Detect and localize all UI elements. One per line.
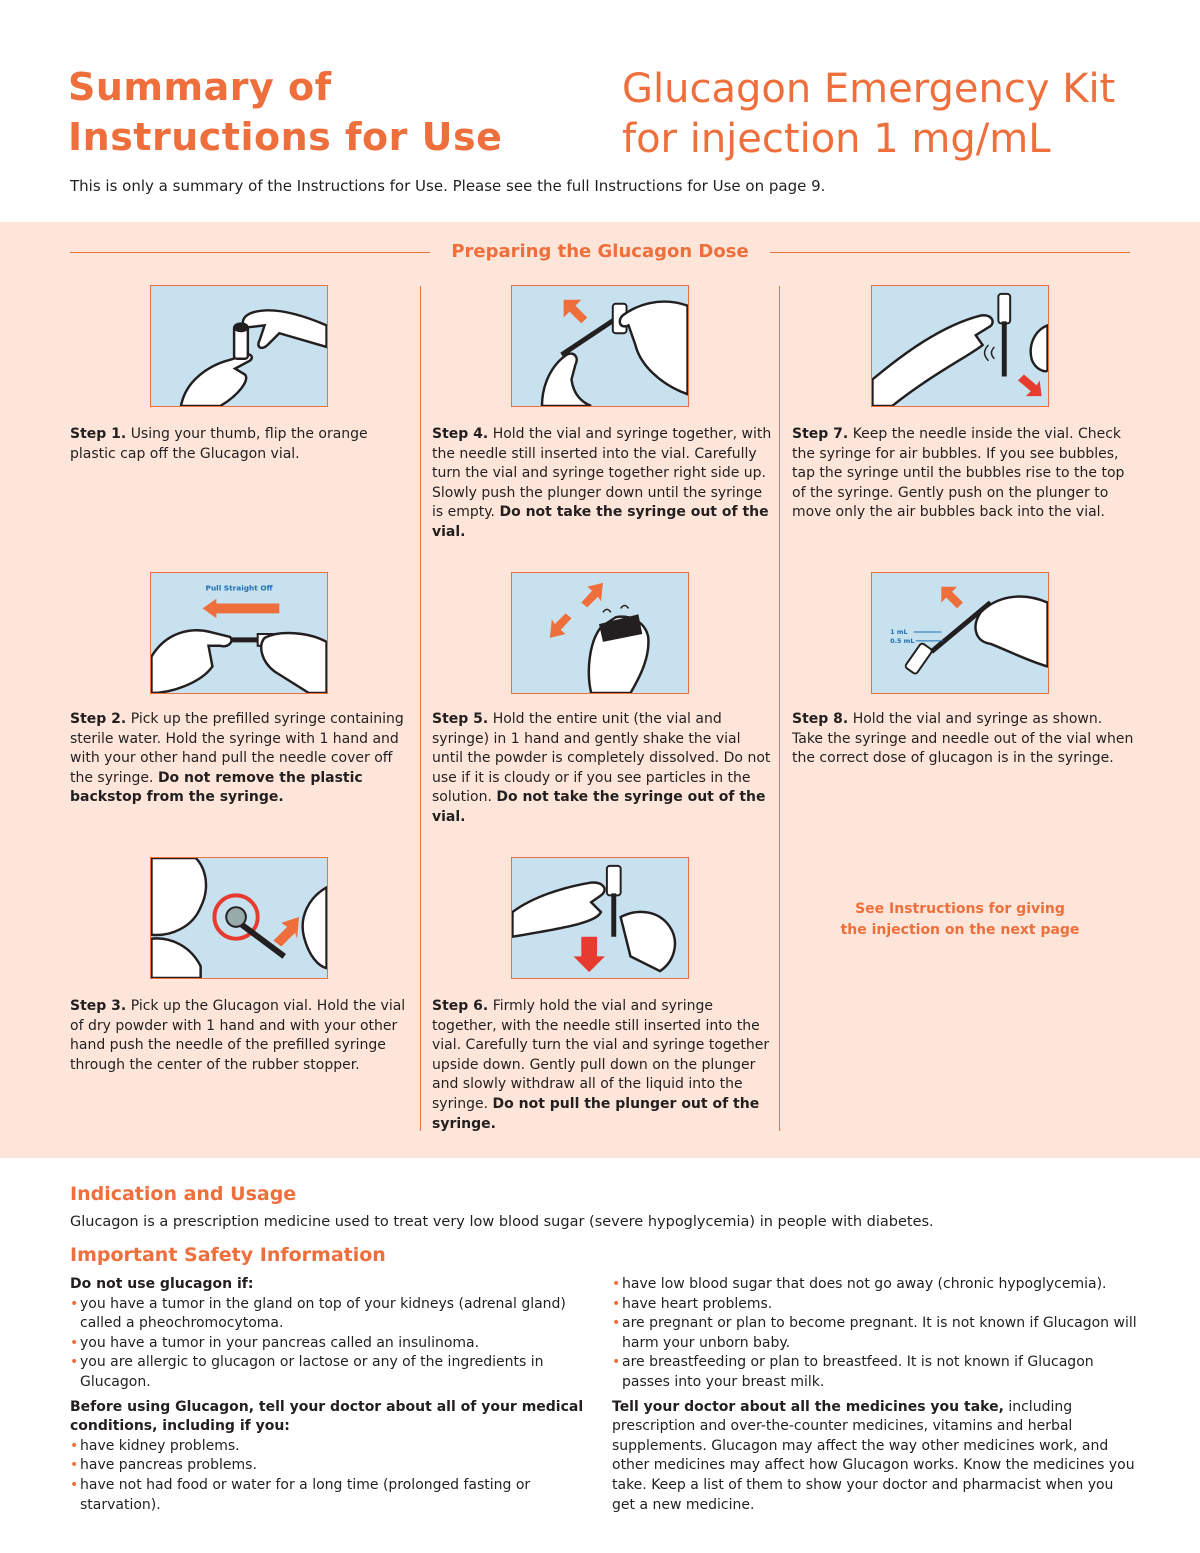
summary-note: This is only a summary of the Instructions for Use. Please see the full Instructions for Use on page 9. bbox=[70, 177, 826, 195]
flip-cap-icon bbox=[151, 286, 327, 406]
list-item: • have pancreas problems. bbox=[70, 1457, 257, 1474]
diagonal-arrow-icon bbox=[273, 917, 299, 947]
step2-illustration bbox=[150, 572, 328, 694]
safety-left-column bbox=[70, 1275, 595, 1515]
withdraw-liquid-icon bbox=[512, 858, 688, 978]
product-title-line2: for injection 1 mg/mL bbox=[622, 116, 1051, 162]
step-1: Step 1. Using your thumb, flip the orange plastic cap off the Glucagon vial. bbox=[70, 426, 368, 462]
shake-vial-icon bbox=[512, 573, 688, 693]
tap-syringe-icon bbox=[872, 286, 1048, 406]
product-title-line1: Glucagon Emergency Kit bbox=[622, 66, 1116, 112]
list-item: • have heart problems. bbox=[612, 1295, 773, 1312]
safety-right-column bbox=[612, 1275, 1137, 1515]
indication-text: Glucagon is a prescription medicine used to treat very low blood sugar (severe hypoglycemia) in people with diabetes. bbox=[70, 1214, 934, 1230]
step-4: Step 4. Hold the vial and syringe together, with the needle still inserted into the vial. Carefully turn the vial and syringe together right side up. Slowly push the plunger down until the syringe is empty. Do not take the syringe out of the vial. bbox=[432, 426, 772, 540]
step-6: Step 6. Firmly hold the vial and syringe together, with the needle still inserted into the vial. Carefully turn the vial and syringe together upside down. Gently pull down on the plunger and slowly withdraw all of the liquid into the syringe. Do not pull the plunger out of the syringe. bbox=[432, 998, 770, 1132]
dose-label-1ml: 1 mL bbox=[890, 627, 908, 636]
list-item: • have low blood sugar that does not go away (chronic hypoglycemia). bbox=[612, 1276, 1107, 1292]
step6-illustration bbox=[511, 857, 689, 979]
list-item: • you are allergic to glucagon or lactose or any of the ingredients in Glucagon. bbox=[70, 1354, 544, 1390]
list-item: • have kidney problems. bbox=[70, 1437, 240, 1454]
product-title bbox=[622, 64, 1115, 164]
see-next-page-note: See Instructions for giving the injection on the next page bbox=[840, 901, 1080, 938]
step-8: Step 8. Hold the vial and syringe as shown. Take the syringe and needle out of the vial when the correct dose of glucagon is in the syringe. bbox=[792, 711, 1134, 767]
step-2: Step 2. Pick up the prefilled syringe containing sterile water. Hold the syringe with 1 hand and with your other hand pull the needle cover off the syringe. Do not remove the plastic backstop from the syringe. bbox=[70, 711, 404, 806]
up-right-arrow-icon bbox=[581, 583, 603, 608]
list-item: • you have a tumor in your pancreas called an insulinoma. bbox=[70, 1334, 480, 1351]
step4-illustration bbox=[511, 285, 689, 407]
dose-label-half-ml: 0.5 mL bbox=[890, 636, 915, 645]
step-7: Step 7. Keep the needle inside the vial. Check the syringe for air bubbles. If you see bubbles, tap the syringe until the bubbles rise to the top of the syringe. Gently push on the plunger to move only the air bubbles back into the vial. bbox=[792, 426, 1125, 521]
column-divider-1 bbox=[420, 286, 421, 1131]
list-item: • are pregnant or plan to become pregnant. It is not known if Glucagon will harm your unborn baby. bbox=[612, 1315, 1137, 1351]
step3-illustration bbox=[150, 857, 328, 979]
step-3: Step 3. Pick up the Glucagon vial. Hold the vial of dry powder with 1 hand and with your other hand push the needle of the prefilled syringe through the center of the rubber stopper. bbox=[70, 998, 406, 1073]
up-left-arrow-icon bbox=[564, 300, 588, 324]
step-5: Step 5. Hold the entire unit (the vial and syringe) in 1 hand and gently shake the vial until the powder is completely dissolved. Do not use if it is cloudy or if you see particles in the solution. Do not take the syringe out of the vial. bbox=[432, 711, 771, 825]
column-divider-2 bbox=[779, 286, 780, 1131]
insert-needle-icon bbox=[151, 858, 327, 978]
summary-title-line2: Instructions for Use bbox=[68, 115, 503, 159]
indication-heading: Indication and Usage bbox=[70, 1183, 297, 1205]
step7-illustration bbox=[871, 285, 1049, 407]
step1-illustration bbox=[150, 285, 328, 407]
section-title: Preparing the Glucagon Dose bbox=[0, 241, 1200, 262]
up-left-arrow-icon-3 bbox=[941, 587, 963, 609]
step5-illustration bbox=[511, 572, 689, 694]
down-arrow-icon bbox=[573, 937, 604, 972]
list-item: • you have a tumor in the gland on top of your kidneys (adrenal gland) called a pheochromocytoma. bbox=[70, 1295, 566, 1332]
pull-straight-off-label: Pull Straight Off bbox=[205, 583, 273, 593]
medicines-paragraph: Tell your doctor about all the medicines you take, including prescription and over-the-counter medicines, vitamins and herbal supplements. Glucagon may affect the way other medicines work, and other medicines may affect how Glucagon works. Know the medicines you take. Keep a list of them to show your doctor and pharmacist when you get a new medicine. bbox=[612, 1398, 1135, 1513]
push-plunger-icon bbox=[512, 286, 688, 406]
list-item: • are breastfeeding or plan to breastfeed. It is not known if Glucagon passes into your breast milk. bbox=[612, 1354, 1094, 1390]
pull-needle-cover-icon bbox=[151, 573, 327, 693]
up-left-arrow-icon-2 bbox=[1018, 375, 1042, 397]
safety-heading: Important Safety Information bbox=[70, 1244, 386, 1266]
do-not-use-heading: Do not use glucagon if: bbox=[70, 1276, 254, 1292]
remove-syringe-icon bbox=[872, 573, 1048, 693]
summary-title-line1: Summary of bbox=[68, 65, 332, 109]
left-arrow-icon bbox=[203, 599, 280, 619]
list-item: • have not had food or water for a long time (prolonged fasting or starvation). bbox=[70, 1476, 531, 1513]
down-left-arrow-icon bbox=[550, 613, 572, 638]
before-using-heading: Before using Glucagon, tell your doctor about all of your medical conditions, including if you: bbox=[70, 1398, 584, 1435]
step8-illustration bbox=[871, 572, 1049, 694]
summary-title bbox=[68, 62, 502, 162]
